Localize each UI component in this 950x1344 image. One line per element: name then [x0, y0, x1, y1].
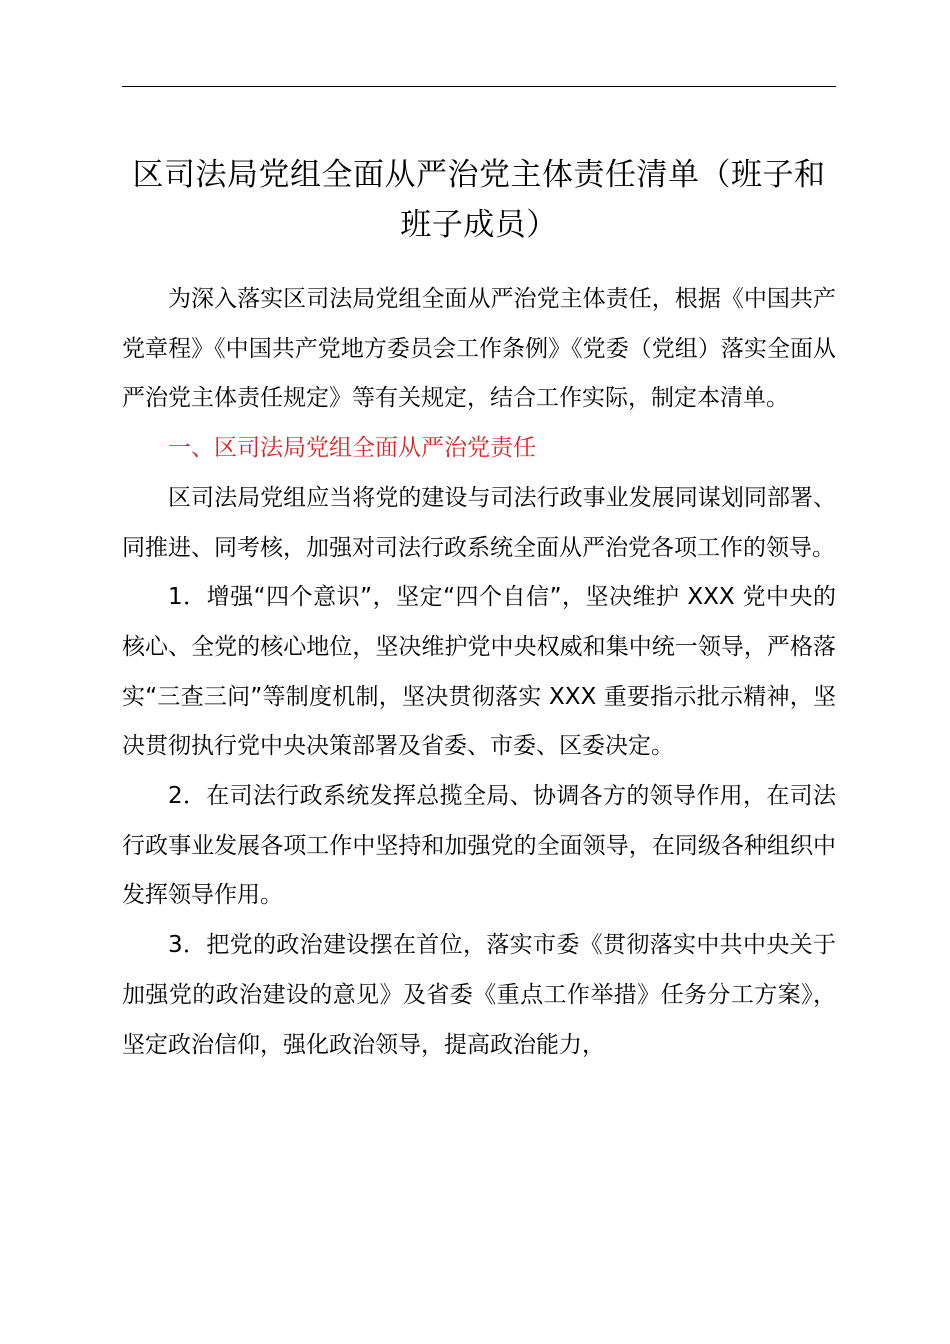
document-title: 区司法局党组全面从严治党主体责任清单（班子和班子成员）	[132, 157, 826, 243]
list-item: 2．在司法行政系统发挥总揽全局、协调各方的领导作用，在司法行政事业发展各项工作中坚持和加强党的全面领导，在同级各种组织中发挥领导作用。	[122, 783, 836, 909]
list-item: 3．把党的政治建设摆在首位，落实市委《贯彻落实中共中央关于加强党的政治建设的意见》及省委《重点工作举措》任务分工方案》，坚定政治信仰，强化政治领导，提高政治能力，	[122, 932, 836, 1058]
section-intro-paragraph: 区司法局党组应当将党的建设与司法行政事业发展同谋划同部署、同推进、同考核，加强对司法行政系统全面从严治党各项工作的领导。	[122, 484, 836, 561]
list-item: 1．增强“四个意识”，坚定“四个自信”，坚决维护 XXX 党中央的核心、全党的核心地位，坚决维护党中央权威和集中统一领导，严格落实“三查三问”等制度机制，坚决贯彻落实 XXX 重要指示批示精神，坚决贯彻执行党中央决策部署及省委、市委、区委决定。	[122, 584, 836, 760]
header-rule	[122, 86, 836, 87]
intro-paragraph: 为深入落实区司法局党组全面从严治党主体责任，根据《中国共产党章程》《中国共产党地方委员会工作条例》《党委（党组）落实全面从严治党主体责任规定》等有关规定，结合工作实际，制定本清单。	[122, 286, 836, 412]
document-body	[122, 275, 836, 1070]
section-heading: 一、区司法局党组全面从严治党责任	[168, 435, 536, 462]
